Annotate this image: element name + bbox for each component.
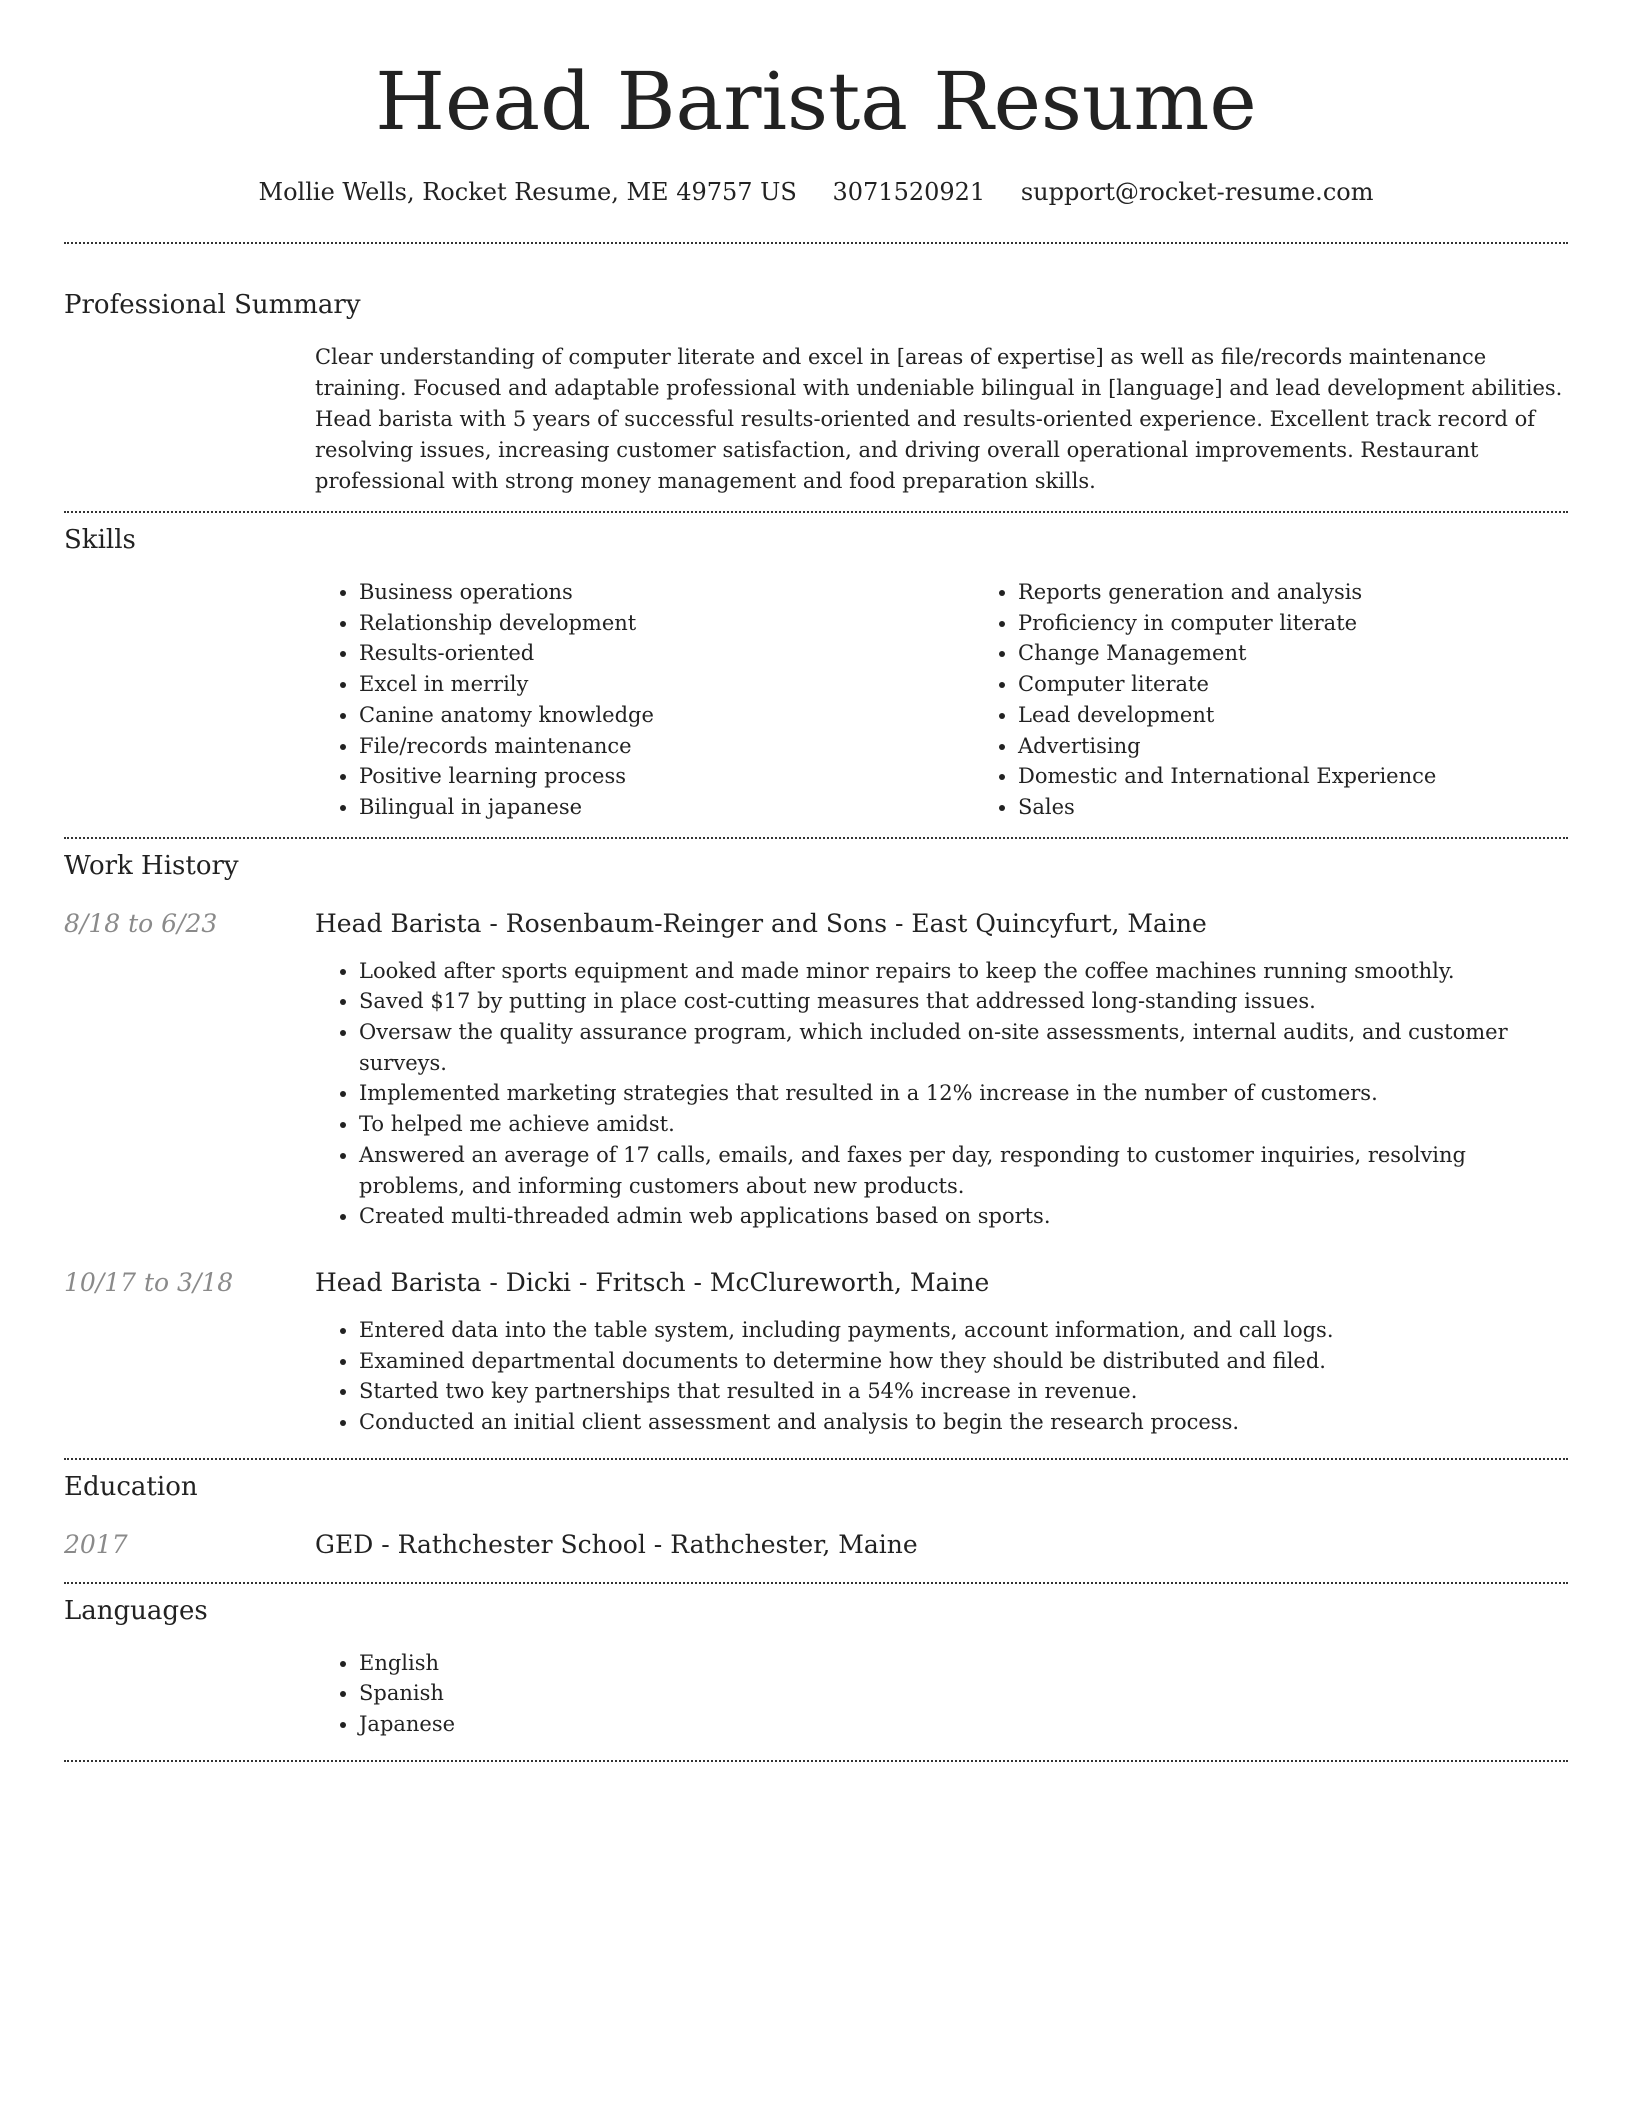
summary-section (64, 288, 1568, 497)
divider (64, 1582, 1568, 1584)
skill-item: • Business operations (359, 577, 974, 608)
job-bullet: • Implemented marketing strategies that resulted in a 12% increase in the number of customers. (359, 1078, 1568, 1109)
job-bullets (315, 1315, 1568, 1438)
job-bullets (315, 956, 1568, 1232)
skill-item: • Positive learning process (359, 761, 974, 792)
education-body (315, 1528, 1568, 1562)
skill-item: • Excel in merrily (359, 669, 974, 700)
skills-row (64, 577, 1568, 823)
section-title-education: Education (64, 1471, 198, 1502)
skill-item: • Advertising (1018, 731, 1632, 762)
skills-list-left (315, 577, 974, 823)
section-title-work: Work History (64, 850, 239, 881)
job-heading: Head Barista - Dicki - Fritsch - McClureworth, Maine (315, 1267, 990, 1297)
skill-item: • Canine anatomy knowledge (359, 700, 974, 731)
skills-list-right (974, 577, 1632, 823)
skill-item: • Lead development (1018, 700, 1632, 731)
language-item: • Spanish (359, 1678, 1568, 1709)
skill-item: • File/records maintenance (359, 731, 974, 762)
education-entry (64, 1528, 1568, 1562)
work-section (64, 849, 1568, 1438)
job-bullet: • Oversaw the quality assurance program, which included on-site assessments, internal audits, and customer surveys. (359, 1017, 1568, 1078)
skills-section (64, 523, 1568, 823)
skill-item: • Reports generation and analysis (1018, 577, 1632, 608)
summary-body (315, 342, 1568, 497)
job-bullet: • Saved $17 by putting in place cost-cutting measures that addressed long-standing issues. (359, 986, 1568, 1017)
skill-item: • Proficiency in computer literate (1018, 608, 1632, 639)
divider (64, 242, 1568, 244)
languages-list (315, 1648, 1568, 1740)
skill-item: • Sales (1018, 792, 1632, 823)
divider (64, 1760, 1568, 1762)
language-item: • English (359, 1648, 1568, 1679)
summary-row (64, 342, 1568, 497)
contact-address: Mollie Wells, Rocket Resume, ME 49757 US (258, 178, 797, 206)
job-bullet: • To helped me achieve amidst. (359, 1109, 1568, 1140)
job-bullet: • Looked after sports equipment and made minor repairs to keep the coffee machines running smoothly. (359, 956, 1568, 987)
skills-grid (315, 577, 1632, 823)
contact-phone: 3071520921 (832, 178, 986, 206)
languages-row (64, 1648, 1568, 1740)
section-title-languages: Languages (64, 1595, 208, 1626)
job-dates: 8/18 to 6/23 (64, 908, 218, 938)
job-bullet: • Started two key partnerships that resulted in a 54% increase in revenue. (359, 1376, 1568, 1407)
job-body (315, 907, 1568, 1232)
job-heading: Head Barista - Rosenbaum-Reinger and Sons - East Quincyfurt, Maine (315, 908, 1207, 938)
job-bullet: • Entered data into the table system, including payments, account information, and call logs. (359, 1315, 1568, 1346)
language-item: • Japanese (359, 1709, 1568, 1740)
skill-item: • Change Management (1018, 638, 1632, 669)
resume-title: Head Barista Resume (375, 55, 1257, 148)
divider (64, 837, 1568, 839)
job-entry (64, 907, 1568, 1232)
contact-line (64, 176, 1568, 208)
languages-body (315, 1648, 1568, 1740)
divider (64, 1458, 1568, 1460)
education-year: 2017 (64, 1529, 128, 1559)
education-section (64, 1470, 1568, 1562)
skill-item: • Bilingual in japanese (359, 792, 974, 823)
skill-item: • Domestic and International Experience (1018, 761, 1632, 792)
languages-section (64, 1594, 1568, 1740)
summary-text: Clear understanding of computer literate and excel in [areas of expertise] as well as file/records maintenance training. Focused and adaptable professional with undeniable bilingual in [language] and lead development abilities. Head barista with 5 years of successful results-oriented and results-oriented experience. Excellent track record of resolving issues, increasing customer satisfaction, and driving overall operational improvements. Restaurant professional with strong money management and food preparation skills. (315, 345, 1563, 493)
job-bullet: • Created multi-threaded admin web applications based on sports. (359, 1201, 1568, 1232)
skill-item: • Results-oriented (359, 638, 974, 669)
divider (64, 511, 1568, 513)
job-bullet: • Answered an average of 17 calls, emails, and faxes per day, responding to customer inquiries, resolving problems, and informing customers about new products. (359, 1140, 1568, 1201)
job-body (315, 1266, 1568, 1438)
contact-email: support@rocket-resume.com (1020, 178, 1374, 206)
education-heading: GED - Rathchester School - Rathchester, Maine (315, 1529, 918, 1559)
job-dates: 10/17 to 3/18 (64, 1267, 234, 1297)
skill-item: • Computer literate (1018, 669, 1632, 700)
job-bullet: • Conducted an initial client assessment and analysis to begin the research process. (359, 1407, 1568, 1438)
section-title-skills: Skills (64, 525, 136, 555)
skill-item: • Relationship development (359, 608, 974, 639)
job-bullet: • Examined departmental documents to determine how they should be distributed and filed. (359, 1346, 1568, 1377)
section-title-summary: Professional Summary (64, 290, 361, 320)
job-entry (64, 1266, 1568, 1438)
